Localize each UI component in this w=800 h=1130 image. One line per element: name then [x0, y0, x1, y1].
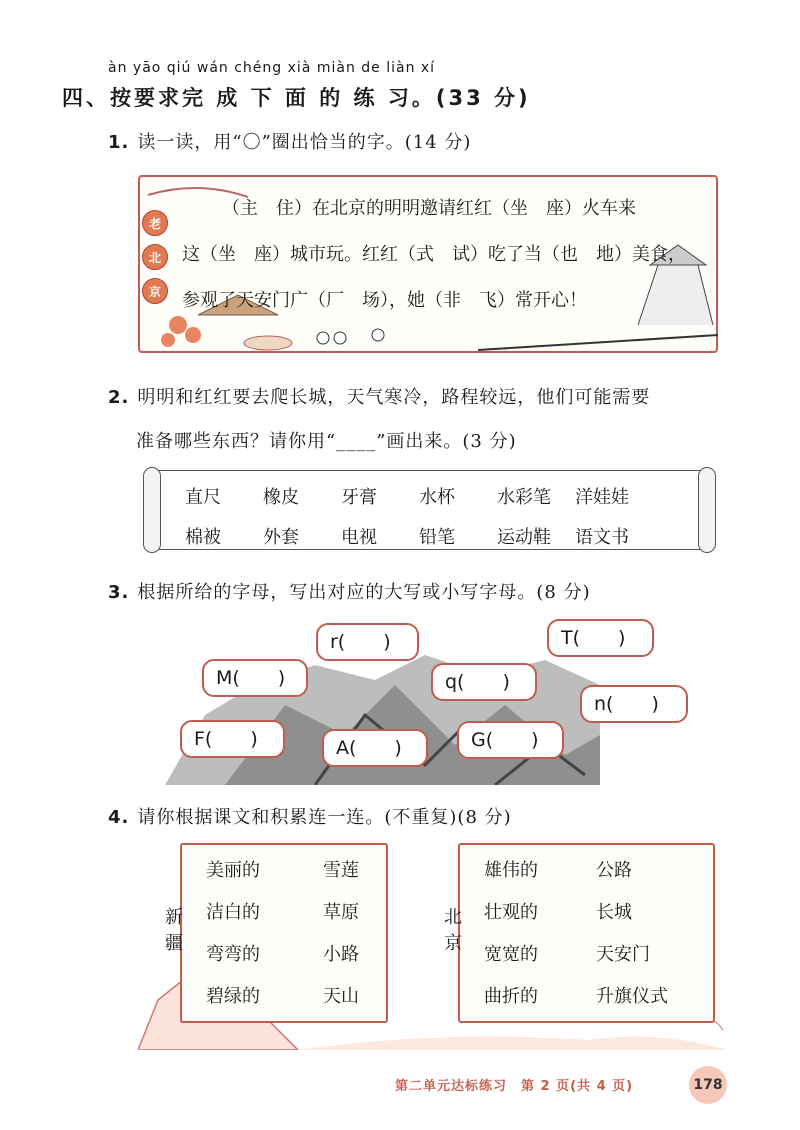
region-char: 北	[444, 907, 462, 928]
match-word[interactable]: 宽宽的	[484, 944, 538, 965]
letter-box-T[interactable]: T( )	[547, 619, 654, 657]
q1-title	[108, 128, 471, 154]
item-word[interactable]: 电视	[341, 527, 377, 548]
q4-number: 4.	[108, 807, 130, 828]
item-word[interactable]: 外套	[263, 527, 299, 548]
pinyin-line: àn yāo qiú wán chéng xià miàn de liàn xí	[108, 60, 436, 76]
q2-title-line2: 准备哪些东西？请你用“____”画出来。(3 分)	[136, 431, 517, 452]
page-footer: 第二单元达标练习 第 2 页(共 4 页)	[395, 1079, 634, 1094]
match-word[interactable]: 碧绿的	[206, 986, 260, 1007]
match-word[interactable]: 草原	[323, 902, 359, 923]
item-word[interactable]: 运动鞋	[497, 527, 551, 548]
region-char: 新	[165, 907, 183, 928]
xinjiang-adjectives	[206, 850, 260, 1018]
beijing-tag-column	[142, 210, 172, 312]
letter-box-r[interactable]: r( )	[316, 623, 419, 661]
q1-title-text: 读一读，用“〇”圈出恰当的字。(14 分)	[137, 132, 472, 153]
match-word[interactable]: 公路	[596, 860, 632, 881]
q2-items-row1	[185, 483, 653, 509]
q2-title-line1	[108, 383, 650, 409]
passage-line[interactable]: 这（坐 座）城市玩。红红（式 试）吃了当（也 地）美食，	[182, 244, 686, 265]
q3-title	[108, 578, 591, 604]
q3-title-text: 根据所给的字母，写出对应的大写或小写字母。(8 分)	[137, 582, 591, 603]
item-word[interactable]: 水杯	[419, 487, 455, 508]
letter-box-G[interactable]: G( )	[457, 721, 564, 759]
tag-char: 北	[142, 244, 168, 270]
match-word[interactable]: 小路	[323, 944, 359, 965]
region-beijing	[442, 905, 464, 957]
tag-char: 老	[142, 210, 168, 236]
beijing-adjectives	[484, 850, 538, 1018]
region-char: 疆	[165, 933, 183, 954]
letter-box-q[interactable]: q( )	[431, 663, 537, 701]
match-word[interactable]: 曲折的	[484, 986, 538, 1007]
page-number: 178	[689, 1066, 727, 1104]
letter-box-F[interactable]: F( )	[180, 720, 285, 758]
match-word[interactable]: 升旗仪式	[596, 986, 668, 1007]
match-word[interactable]: 雪莲	[323, 860, 359, 881]
letter-box-M[interactable]: M( )	[202, 659, 308, 697]
passage-line[interactable]: 参观了天安门广（厂 场），她（非 飞）常开心！	[182, 290, 587, 311]
match-word[interactable]: 洁白的	[206, 902, 260, 923]
match-word[interactable]: 美丽的	[206, 860, 260, 881]
beijing-nouns	[596, 850, 668, 1018]
match-word[interactable]: 弯弯的	[206, 944, 260, 965]
q2-items-row2	[185, 523, 653, 549]
match-word[interactable]: 天安门	[596, 944, 650, 965]
match-word[interactable]: 雄伟的	[484, 860, 538, 881]
q1-passage	[182, 186, 702, 324]
tag-char: 京	[142, 278, 168, 304]
letter-box-A[interactable]: A( )	[322, 729, 428, 767]
q4-title	[108, 803, 512, 829]
passage-line[interactable]: （主 住）在北京的明明邀请红红（坐 座）火车来	[222, 198, 636, 219]
item-word[interactable]: 铅笔	[419, 527, 455, 548]
match-word[interactable]: 壮观的	[484, 902, 538, 923]
match-word[interactable]: 长城	[596, 902, 632, 923]
region-char: 京	[444, 933, 462, 954]
q2-number: 2.	[108, 387, 130, 408]
q3-number: 3.	[108, 582, 130, 603]
scroll-roll-left	[143, 467, 161, 553]
q1-number: 1.	[108, 132, 130, 153]
q4-title-text: 请你根据课文和积累连一连。(不重复)(8 分)	[137, 807, 512, 828]
item-word[interactable]: 直尺	[185, 487, 221, 508]
region-xinjiang	[163, 905, 185, 957]
match-word[interactable]: 天山	[323, 986, 359, 1007]
letter-box-n[interactable]: n( )	[580, 685, 688, 723]
item-word[interactable]: 牙膏	[341, 487, 377, 508]
item-word[interactable]: 洋娃娃	[575, 487, 629, 508]
item-word[interactable]: 水彩笔	[497, 487, 551, 508]
xinjiang-nouns	[323, 850, 359, 1018]
section-title: 四、按要求完 成 下 面 的 练 习。(33 分)	[62, 86, 531, 110]
item-word[interactable]: 橡皮	[263, 487, 299, 508]
q2-title-text: 明明和红红要去爬长城，天气寒冷，路程较远，他们可能需要	[137, 387, 651, 408]
item-word[interactable]: 语文书	[575, 527, 629, 548]
item-word[interactable]: 棉被	[185, 527, 221, 548]
scroll-roll-right	[698, 467, 716, 553]
